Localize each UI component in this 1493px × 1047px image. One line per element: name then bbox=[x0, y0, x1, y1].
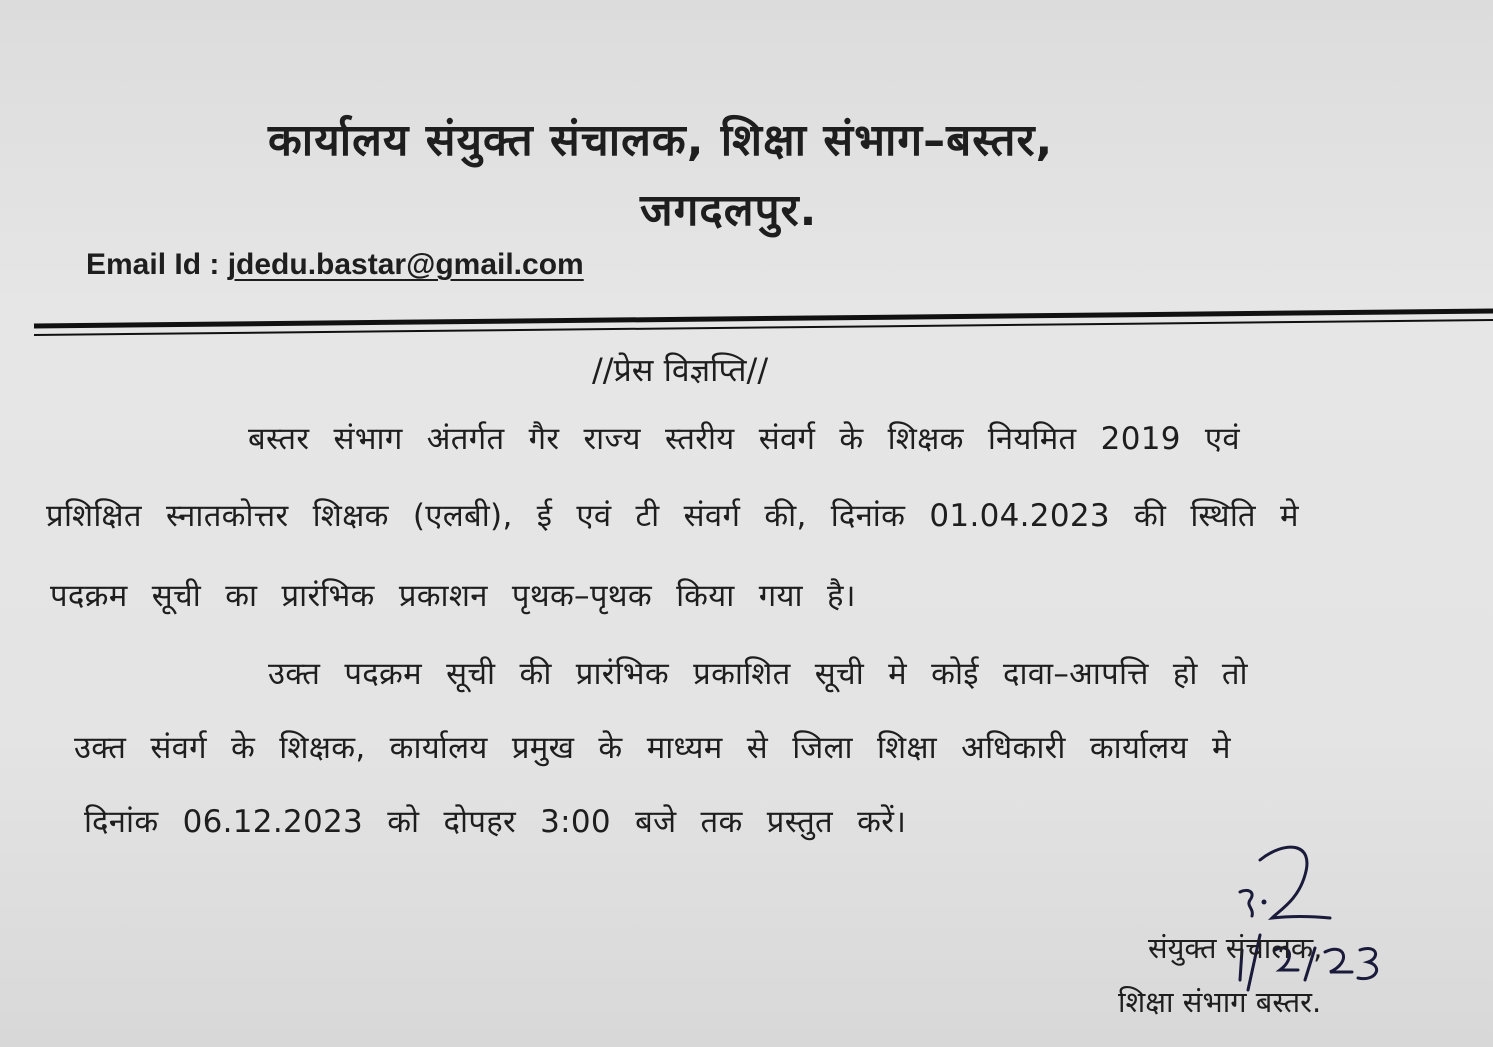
office-city: जगदलपुर. bbox=[640, 185, 818, 236]
notice-line: उक्त पदक्रम सूची की प्रारंभिक प्रकाशित सूची मे कोई दावा–आपत्ति हो तो bbox=[268, 656, 1248, 692]
email-label: Email Id : bbox=[86, 248, 220, 281]
notice-line: दिनांक 06.12.2023 को दोपहर 3:00 बजे तक प्रस्तुत करें। bbox=[84, 804, 907, 840]
email-address-link[interactable]: jdedu.bastar@gmail.com bbox=[227, 248, 584, 281]
handwritten-signature bbox=[1180, 830, 1410, 1000]
notice-line: उक्त संवर्ग के शिक्षक, कार्यालय प्रमुख के माध्यम से जिला शिक्षा अधिकारी कार्यालय मे bbox=[74, 730, 1231, 766]
notice-line: पदक्रम सूची का प्रारंभिक प्रकाशन पृथक–पृथक किया गया है। bbox=[50, 578, 856, 614]
press-release-heading: //प्रेस विज्ञप्ति// bbox=[592, 351, 769, 389]
office-title: कार्यालय संयुक्त संचालक, शिक्षा संभाग–बस्तर, bbox=[268, 115, 1054, 166]
notice-line: प्रशिक्षित स्नातकोत्तर शिक्षक (एलबी), ई एवं टी संवर्ग की, दिनांक 01.04.2023 की स्थिति मे bbox=[46, 498, 1299, 534]
notice-line: बस्तर संभाग अंतर्गत गैर राज्य स्तरीय संवर्ग के शिक्षक नियमित 2019 एवं bbox=[248, 421, 1240, 457]
signatory-designation: संयुक्त संचालक, bbox=[1148, 931, 1323, 965]
signatory-division: शिक्षा संभाग बस्तर. bbox=[1118, 985, 1322, 1019]
